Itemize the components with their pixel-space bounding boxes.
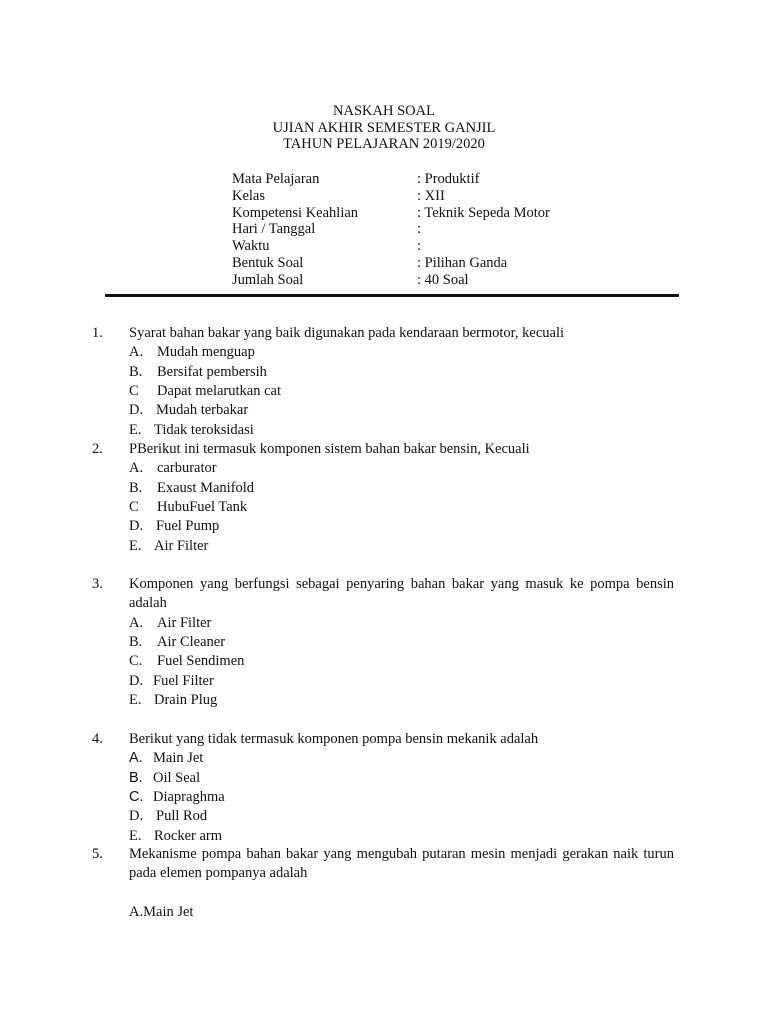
option-text: Rocker arm [154, 827, 223, 844]
info-row-competency [232, 205, 550, 222]
option-text: Pull Rod [156, 808, 208, 825]
info-value: : 40 Soal [417, 271, 469, 288]
option-text: carburator [157, 460, 217, 477]
info-label: Kelas [232, 187, 266, 204]
option-d [129, 807, 207, 826]
option-text: Oil Seal [153, 769, 201, 786]
question-number: 3. [92, 576, 103, 592]
option-c [129, 652, 244, 671]
option-text: Diapraghma [153, 788, 225, 805]
option-e [129, 827, 222, 846]
info-label: Jumlah Soal [232, 271, 304, 288]
option-text: Main Jet [143, 904, 194, 920]
option-e [129, 691, 217, 710]
option-text: HubuFuel Tank [157, 498, 248, 515]
info-label: Kompetensi Keahlian [232, 204, 359, 221]
option-letter: B. [129, 633, 143, 650]
option-c [129, 788, 225, 807]
option-letter: E. [129, 421, 142, 438]
option-letter: E. [129, 537, 142, 554]
option-letter: A. [129, 750, 143, 767]
option-letter: D. [129, 672, 144, 689]
question-text: Mekanisme pompa bahan bakar yang mengubah putaran mesin menjadi gerakan naik turun pada elemen pompanya adalah [129, 846, 674, 882]
info-row-subject [232, 171, 550, 188]
option-text: Air Filter [157, 614, 212, 631]
option-letter: E. [129, 691, 142, 708]
option-b [129, 769, 200, 788]
option-text: Exaust Manifold [157, 479, 255, 496]
option-d [129, 672, 214, 691]
option-b [129, 479, 254, 498]
option-e [129, 537, 208, 556]
option-letter: B. [129, 769, 143, 786]
question-text: Komponen yang berfungsi sebagai penyaring bahan bakar yang masuk ke pompa bensin adalah [129, 576, 674, 612]
info-row-class [232, 188, 550, 205]
option-a [129, 343, 255, 362]
info-row-date [232, 221, 550, 238]
option-e [129, 421, 254, 440]
info-value: : [417, 221, 422, 238]
info-row-count [232, 272, 550, 289]
option-a [129, 749, 203, 768]
option-a [129, 614, 211, 633]
option-letter: A. [129, 344, 144, 361]
info-label: Hari / Tanggal [232, 221, 316, 238]
option-text: Mudah terbakar [156, 402, 249, 419]
document-header [0, 103, 768, 153]
info-row-time [232, 238, 550, 255]
question-number: 5. [92, 846, 103, 862]
question-text: Berikut yang tidak termasuk komponen pompa bensin mekanik adalah [129, 731, 539, 747]
info-value: : Pilihan Ganda [417, 254, 508, 271]
info-row-format [232, 255, 550, 272]
option-text: Main Jet [153, 750, 204, 767]
question-text: Syarat bahan bakar yang baik digunakan pada kendaraan bermotor, kecuali [129, 325, 565, 341]
info-value: : [417, 238, 422, 255]
option-letter: B. [129, 363, 143, 380]
option-letter: D. [129, 402, 144, 419]
option-letter: A. [129, 460, 144, 477]
exam-info [232, 171, 550, 289]
option-text: Mudah menguap [157, 344, 255, 361]
option-letter: C [129, 382, 139, 399]
info-label: Mata Pelajaran [232, 171, 320, 187]
info-label: Bentuk Soal [232, 254, 304, 271]
option-c [129, 498, 247, 517]
header-title: NASKAH SOAL [333, 103, 435, 119]
question-text: PBerikut ini termasuk komponen sistem bahan bakar bensin, Kecuali [129, 441, 530, 457]
header-year: TAHUN PELAJARAN 2019/2020 [283, 136, 485, 152]
option-b [129, 363, 267, 382]
option-c [129, 382, 281, 401]
info-label: Waktu [232, 238, 270, 255]
option-text: Drain Plug [154, 691, 218, 708]
option-letter: B. [129, 479, 143, 496]
option-a [129, 903, 193, 922]
header-exam: UJIAN AKHIR SEMESTER GANJIL [272, 119, 496, 136]
header-divider [105, 294, 679, 297]
info-value: : XII [417, 187, 445, 204]
option-letter: C. [129, 653, 143, 670]
option-text: Dapat melarutkan cat [157, 382, 281, 399]
option-letter: D. [129, 808, 144, 825]
option-text: Tidak teroksidasi [154, 421, 254, 438]
option-letter: C. [129, 788, 144, 805]
option-text: Fuel Pump [156, 518, 220, 535]
option-letter: D. [129, 518, 144, 535]
option-d [129, 517, 219, 536]
option-text: Fuel Sendimen [157, 653, 245, 670]
option-d [129, 401, 248, 420]
option-a [129, 459, 217, 478]
option-b [129, 633, 225, 652]
option-letter: A. [129, 614, 144, 631]
option-letter: A. [129, 904, 144, 920]
info-value: : Teknik Sepeda Motor [417, 204, 550, 221]
option-text: Fuel Filter [153, 672, 214, 689]
question-number: 1. [92, 325, 103, 341]
option-text: Air Filter [154, 537, 209, 554]
option-text: Bersifat pembersih [157, 363, 267, 380]
option-letter: C [129, 498, 139, 515]
question-number: 2. [92, 441, 103, 457]
question-number: 4. [92, 731, 103, 747]
option-text: Air Cleaner [157, 633, 226, 650]
option-letter: E. [129, 827, 142, 844]
info-value: : Produktif [417, 171, 480, 187]
